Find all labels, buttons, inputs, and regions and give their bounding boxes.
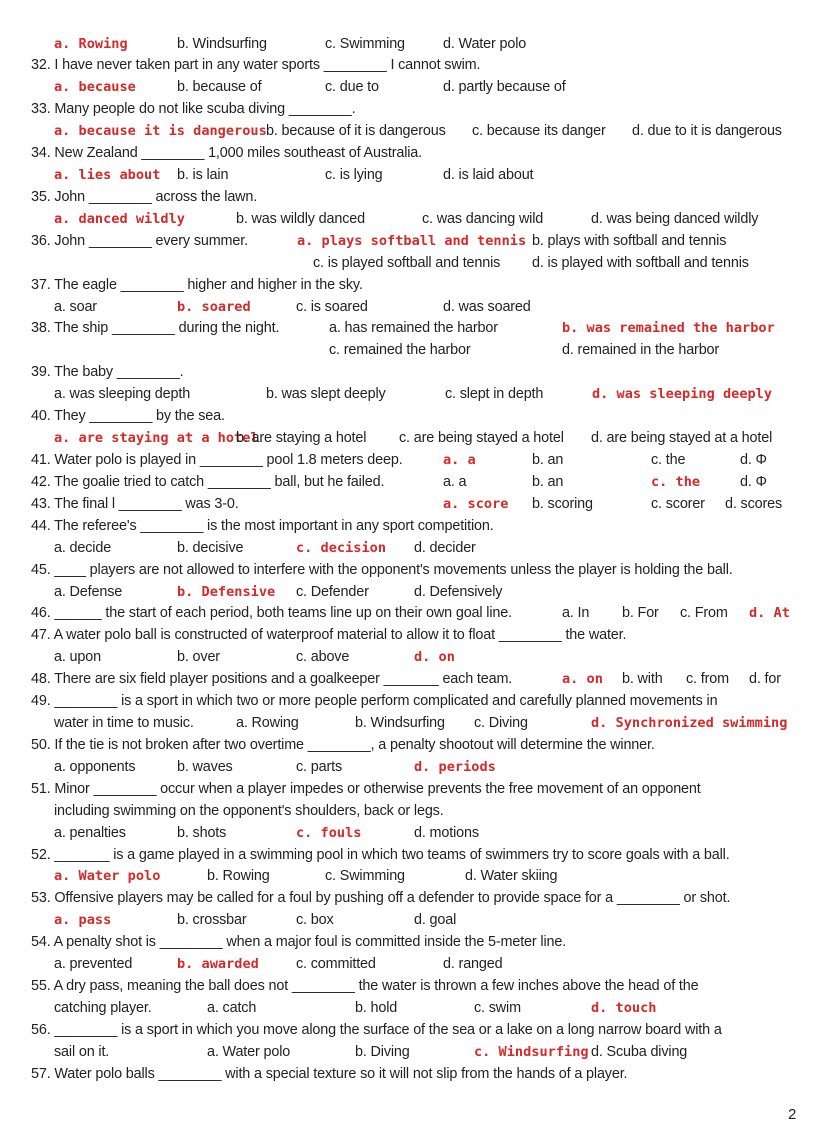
answer-option: a. a — [443, 473, 467, 490]
answer-option: b. because of it is dangerous — [266, 123, 446, 140]
answer-option: c. above — [296, 649, 350, 666]
answer-option: a. decide — [54, 539, 112, 556]
answer-option: d. Defensively — [414, 583, 503, 600]
answer-option: c. slept in depth — [445, 386, 544, 403]
answer-option: d. Water polo — [443, 35, 527, 52]
question-text: 44. The referee's ________ is the most important in any sport competition. — [31, 517, 494, 534]
question-text: 38. The ship ________ during the night. — [31, 320, 280, 337]
answer-option: water in time to music. — [54, 715, 194, 732]
answer-option: d. Water skiing — [465, 868, 558, 885]
answer-option: c. are being stayed a hotel — [399, 430, 564, 447]
answer-option: d. is played with softball and tennis — [532, 254, 749, 271]
answer-option: a. In — [562, 605, 590, 622]
answer-option: c. the — [651, 451, 686, 468]
question-text: 32. I have never taken part in any water sports ________ I cannot swim. — [31, 57, 481, 74]
answer-option: c. due to — [325, 79, 379, 96]
correct-answer: b. soared — [177, 298, 251, 315]
correct-answer: a. are staying at a hotel — [54, 430, 259, 447]
question-text: 48. There are six field player positions and a goalkeeper _______ each team. — [31, 671, 513, 688]
answer-option: a. catch — [207, 999, 257, 1016]
question-text: 33. Many people do not like scuba diving ________. — [31, 101, 356, 118]
question-text: 46. ______ the start of each period, both teams line up on their own goal line. — [31, 605, 512, 622]
answer-option: a. has remained the harbor — [329, 320, 498, 337]
correct-answer: a. score — [443, 495, 509, 512]
answer-option: b. scoring — [532, 495, 593, 512]
answer-option: c. is played softball and tennis — [313, 254, 501, 271]
correct-answer: d. At — [749, 605, 790, 622]
answer-option: b. Windsurfing — [177, 35, 267, 52]
question-text: 40. They ________ by the sea. — [31, 408, 225, 425]
question-text: 56. ________ is a sport in which you move along the surface of the sea or a lake on a long narrow board with a — [31, 1021, 722, 1038]
answer-option: d. Φ — [740, 473, 767, 490]
answer-option: c. committed — [296, 956, 376, 973]
correct-answer: a. Rowing — [54, 35, 128, 52]
answer-option: b. crossbar — [177, 912, 247, 929]
answer-option: d. scores — [725, 495, 783, 512]
correct-answer: d. was sleeping deeply — [592, 386, 773, 403]
answer-option: b. Windsurfing — [355, 715, 445, 732]
answer-option: c. swim — [474, 999, 521, 1016]
answer-option: d. Scuba diving — [591, 1043, 688, 1060]
correct-answer: a. because — [54, 79, 136, 96]
answer-option: b. For — [622, 605, 659, 622]
answer-option: c. scorer — [651, 495, 705, 512]
question-text: 51. Minor ________ occur when a player impedes or otherwise prevents the free movement of an opponent — [31, 780, 701, 797]
question-text: 39. The baby ________. — [31, 364, 184, 381]
answer-option: c. Defender — [296, 583, 369, 600]
question-text: 52. _______ is a game played in a swimming pool in which two teams of swimmers try to score goals with a ball. — [31, 846, 730, 863]
question-text: 34. New Zealand ________ 1,000 miles southeast of Australia. — [31, 145, 423, 162]
question-text: 54. A penalty shot is ________ when a major foul is committed inside the 5-meter line. — [31, 934, 567, 951]
correct-answer: a. pass — [54, 912, 112, 929]
answer-option: b. was slept deeply — [266, 386, 386, 403]
answer-option: d. partly because of — [443, 79, 566, 96]
answer-option: b. with — [622, 671, 663, 688]
answer-option: catching player. — [54, 999, 152, 1016]
answer-option: c. from — [686, 671, 729, 688]
answer-option: sail on it. — [54, 1043, 110, 1060]
answer-option: b. decisive — [177, 539, 244, 556]
answer-option: d. goal — [414, 912, 457, 929]
answer-option: b. hold — [355, 999, 398, 1016]
answer-option: a. prevented — [54, 956, 133, 973]
answer-option: b. shots — [177, 824, 227, 841]
answer-option: a. upon — [54, 649, 101, 666]
answer-option: b. plays with softball and tennis — [532, 232, 727, 249]
correct-answer: c. the — [651, 473, 701, 490]
answer-option: b. an — [532, 451, 564, 468]
answer-option: b. are staying a hotel — [236, 430, 367, 447]
question-text: 53. Offensive players may be called for a foul by pushing off a defender to provide space for a ________ or shot. — [31, 890, 731, 907]
answer-option: c. Swimming — [325, 868, 405, 885]
answer-option: b. Rowing — [207, 868, 270, 885]
correct-answer: c. fouls — [296, 824, 362, 841]
question-text: 47. A water polo ball is constructed of waterproof material to allow it to float ________ the water. — [31, 627, 627, 644]
correct-answer: a. lies about — [54, 167, 161, 184]
answer-option: a. Water polo — [207, 1043, 291, 1060]
answer-option: d. ranged — [443, 956, 503, 973]
correct-answer: d. periods — [414, 758, 496, 775]
answer-option: c. box — [296, 912, 334, 929]
answer-option: d. are being stayed at a hotel — [591, 430, 773, 447]
correct-answer: b. awarded — [177, 956, 259, 973]
correct-answer: c. decision — [296, 539, 387, 556]
answer-option: c. Swimming — [325, 35, 405, 52]
correct-answer: a. danced wildly — [54, 210, 185, 227]
correct-answer: d. touch — [591, 999, 657, 1016]
correct-answer: b. Defensive — [177, 583, 276, 600]
question-text: 45. ____ players are not allowed to interfere with the opponent's movements unless the player is holding the ball. — [31, 561, 733, 578]
correct-answer: c. Windsurfing — [474, 1043, 589, 1060]
answer-option: d. due to it is dangerous — [632, 123, 782, 140]
answer-option: a. opponents — [54, 758, 136, 775]
answer-option: including swimming on the opponent's shoulders, back or legs. — [54, 802, 444, 819]
question-text: 37. The eagle ________ higher and higher in the sky. — [31, 276, 363, 293]
question-text: 41. Water polo is played in ________ pool 1.8 meters deep. — [31, 451, 403, 468]
answer-option: c. was dancing wild — [422, 210, 544, 227]
answer-option: a. was sleeping depth — [54, 386, 191, 403]
answer-option: a. Defense — [54, 583, 123, 600]
question-text: 35. John ________ across the lawn. — [31, 188, 258, 205]
correct-answer: b. was remained the harbor — [562, 320, 775, 337]
answer-option: b. an — [532, 473, 564, 490]
question-text: 55. A dry pass, meaning the ball does not ________ the water is thrown a few inches above the head of the — [31, 978, 699, 995]
answer-option: c. parts — [296, 758, 342, 775]
question-text: 43. The final l ________ was 3-0. — [31, 495, 239, 512]
question-text: 36. John ________ every summer. — [31, 232, 248, 249]
answer-option: d. for — [749, 671, 781, 688]
answer-option: b. is lain — [177, 167, 229, 184]
answer-option: a. soar — [54, 298, 97, 315]
answer-option: d. motions — [414, 824, 479, 841]
answer-option: a. Rowing — [236, 715, 299, 732]
question-text: 50. If the tie is not broken after two overtime ________, a penalty shootout will determine the winner. — [31, 736, 655, 753]
correct-answer: a. a — [443, 451, 476, 468]
answer-option: b. was wildly danced — [236, 210, 365, 227]
question-text: 57. Water polo balls ________ with a special texture so it will not slip from the hands of a player. — [31, 1065, 628, 1082]
answer-option: c. remained the harbor — [329, 342, 471, 359]
answer-option: b. over — [177, 649, 220, 666]
correct-answer: a. because it is dangerous — [54, 123, 267, 140]
answer-option: c. is soared — [296, 298, 368, 315]
answer-option: b. because of — [177, 79, 262, 96]
answer-option: d. Φ — [740, 451, 767, 468]
answer-option: c. Diving — [474, 715, 528, 732]
correct-answer: a. Water polo — [54, 868, 161, 885]
answer-option: c. because its danger — [472, 123, 606, 140]
answer-option: d. was soared — [443, 298, 531, 315]
answer-option: d. was being danced wildly — [591, 210, 759, 227]
question-text: 42. The goalie tried to catch ________ ball, but he failed. — [31, 473, 385, 490]
answer-option: b. Diving — [355, 1043, 410, 1060]
answer-option: d. decider — [414, 539, 476, 556]
correct-answer: a. on — [562, 671, 603, 688]
answer-option: a. penalties — [54, 824, 126, 841]
answer-option: c. is lying — [325, 167, 383, 184]
answer-option: d. remained in the harbor — [562, 342, 720, 359]
correct-answer: a. plays softball and tennis — [297, 232, 527, 249]
answer-option: c. From — [680, 605, 728, 622]
answer-option: b. waves — [177, 758, 233, 775]
correct-answer: d. Synchronized swimming — [591, 715, 788, 732]
answer-option: d. is laid about — [443, 167, 534, 184]
question-text: 49. ________ is a sport in which two or more people perform complicated and carefully planned movements in — [31, 693, 718, 710]
page-number: 2 — [788, 1106, 797, 1123]
correct-answer: d. on — [414, 649, 455, 666]
